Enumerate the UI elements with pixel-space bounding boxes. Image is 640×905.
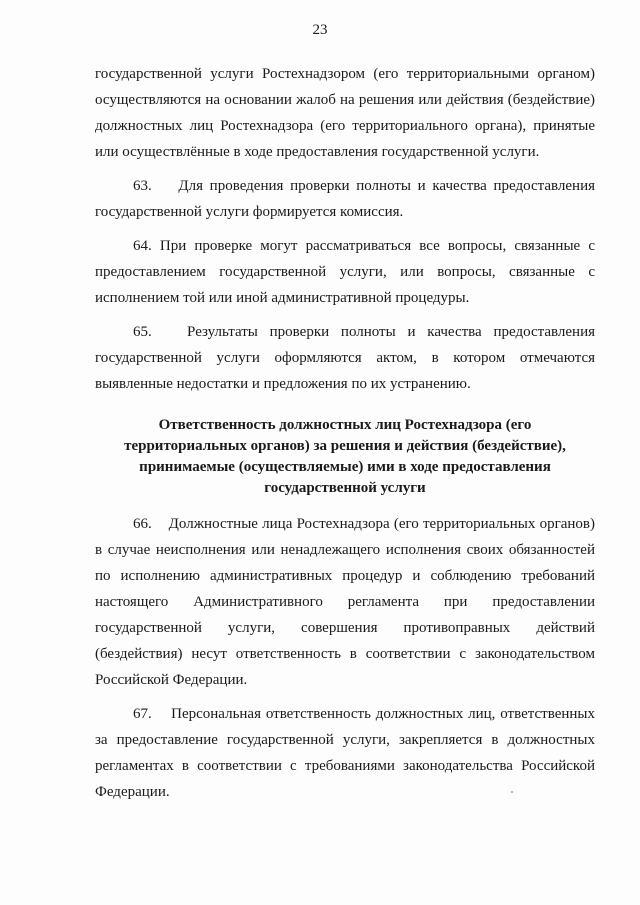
- page-number: 23: [312, 22, 328, 38]
- scan-speck: [511, 791, 513, 793]
- document-body: [95, 61, 595, 805]
- paragraph-66: 66. Должностные лица Ростехнадзора (его территориальных органов) в случае неисполнения или ненадлежащего исполнения своих обязанностей по исполнению административных процедур и соблюдению требований настоящего Административного регламента при предоставлении государственной услуги, совершения противоправных действий (бездействия) несут ответственность в соответствии с законодательством Российской Федерации.: [95, 516, 595, 688]
- paragraph-continuation: государственной услуги Ростехнадзором (его территориальными органом) осуществляются на основании жалоб на решения или действия (бездействие) должностных лиц Ростехнадзора (его территориального органа), принятые или осуществлённые в ходе предоставления государственной услуги.: [95, 66, 595, 160]
- paragraph-64: 64. При проверке могут рассматриваться все вопросы, связанные с предоставлением государственной услуги, или вопросы, связанные с исполнением той или иной административной процедуры.: [95, 238, 595, 306]
- paragraph-67: 67. Персональная ответственность должностных лиц, ответственных за предоставление государственной услуги, закрепляется в должностных регламентах в соответствии с требованиями законодательства Российской Федерации.: [95, 706, 595, 800]
- paragraph-65: 65. Результаты проверки полноты и качества предоставления государственной услуги оформляются актом, в котором отмечаются выявленные недостатки и предложения по их устранению.: [95, 324, 595, 392]
- paragraph-63: 63. Для проведения проверки полноты и качества предоставления государственной услуги формируется комиссия.: [95, 178, 595, 220]
- section-heading: Ответственность должностных лиц Ростехнадзора (его территориальных органов) за решения и действия (бездействие), принимаемые (осуществляемые) ими в ходе предоставления государственной услуги: [124, 417, 566, 496]
